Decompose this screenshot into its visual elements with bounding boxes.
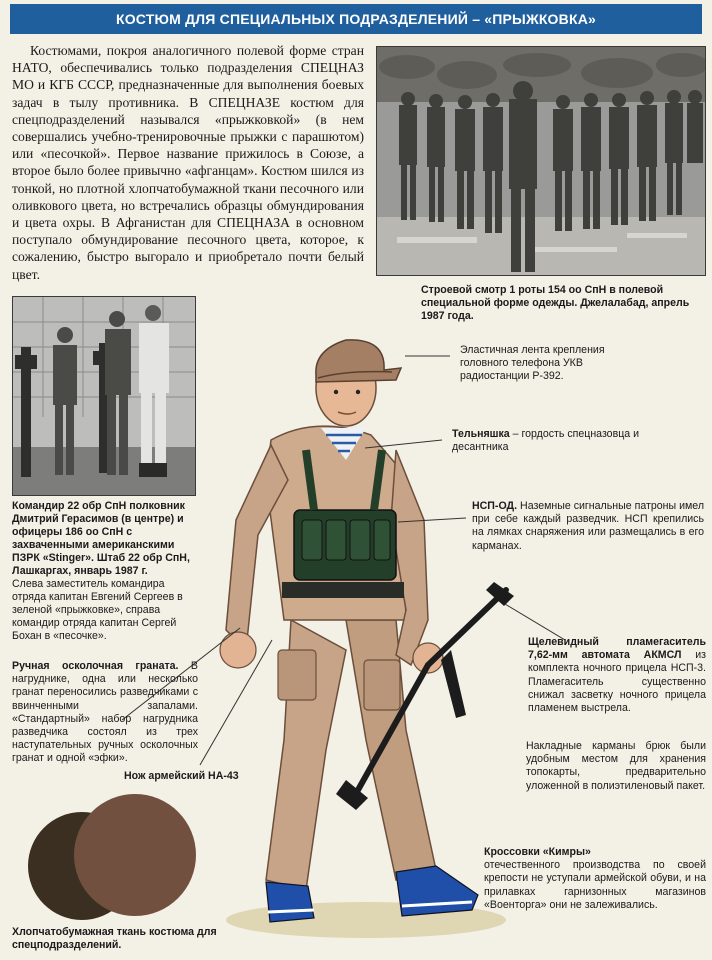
officers-caption-bold: Командир 22 обр СпН полковник Дмитрий Герасимов (в центре) и офицеры 186 оо СпН с захваченными американскими ПЗРК «Stinger». Штаб 22 обр СпН, Лашкаргах, январь 1987 г. [12, 500, 190, 577]
officers-caption-plain: Слева заместитель командира отряда капитан Евгений Сергеев в зеленой «прыжковке», справа командир отряда капитан Сергей Бохан в «песочке». [12, 578, 183, 642]
knife-title: Нож армейский НА-43 [124, 770, 239, 782]
intro-paragraph: Костюмами, покроя аналогичного полевой форме стран НАТО, обеспечивались только подразделения СПЕЦНАЗ МО и КГБ СССР, предназначенные для выполнения боевых задач в тылу противника. В СПЕЦНАЗЕ костюм для спецподразделений назывался «прыжковкой» (в нем совершались учебно-тренировочные прыжки с парашютом) или «песочкой». Первое название прижилось в Союзе, а второе было более привычно «афганцам». Костюм шился из тонкой, но плотной хлопчатобумажной ткани песочного или оливкового цвета, но встречались образцы обмундирования и цвета охры. В Афганистан для СПЕЦНАЗА в основном поступало обмундирование песочного цвета, которое, к сожалению, быстро выгорало и приобретало почти белый цвет. [12, 43, 364, 282]
knife-note [124, 770, 284, 783]
telnyashka-text: – гордость спецназовца и десантника [452, 428, 640, 454]
nsp-title: НСП-ОД. [472, 500, 518, 512]
sneakers-note [484, 846, 706, 912]
page-title: КОСТЮМ ДЛЯ СПЕЦИАЛЬНЫХ ПОДРАЗДЕЛЕНИЙ – «ПРЫЖКОВКА» [115, 11, 597, 27]
pockets-note: Накладные карманы брюк были удобным местом для хранения топокарты, предварительно уложенной в полиэтиленовый пакет. [526, 740, 706, 792]
telnyashka-title: Тельняшка [452, 428, 510, 440]
fabric-title: Хлопчатобумажная ткань костюма для спецподразделений. [12, 926, 217, 952]
flash-hider-title: Щелевидный пламегаситель 7,62-мм автомата АКМСЛ [528, 636, 706, 662]
sneakers-title: Кроссовки «Кимры» [484, 846, 591, 858]
grenade-title: Ручная осколочная граната. [12, 660, 179, 672]
flash-hider-note [528, 636, 706, 715]
grenade-note [12, 660, 198, 766]
sneakers-text: отечественного производства по своей крепости не уступали армейской обуви, и на прилавках гарнизонных магазинов «Военторга» они не залеживались. [484, 859, 706, 911]
flash-hider-text: из комплекта ночного прицела НСП-3. Пламегаситель существенно снижал засветку ночного прицела пламенем выстрела. [528, 649, 707, 715]
formation-photo-caption: Строевой смотр 1 роты 154 оо СпН в полевой специальной форме одежды. Джелалабад, апрель 1987 года. [421, 284, 690, 322]
nsp-text: Наземные сигнальные патроны имел при себе каждый разведчик. НСП крепились на лямках снаряжения или размещались в его карманах. [472, 500, 704, 552]
fabric-note [12, 926, 232, 952]
nsp-note [472, 500, 704, 553]
headband-note: Эластичная лента крепления головного телефона УКВ радиостанции Р-392. [460, 344, 605, 383]
grenade-text: В нагруднике, одна или несколько гранат переносились разведчиками с ввинченными запалами. «Стандартный» набор нагрудника разведчика состоял из трех наступательных ручных осколочных гранат и одной «эфки». [12, 660, 198, 765]
fabric-swatch-brown [74, 794, 196, 916]
telnyashka-note [452, 428, 672, 454]
